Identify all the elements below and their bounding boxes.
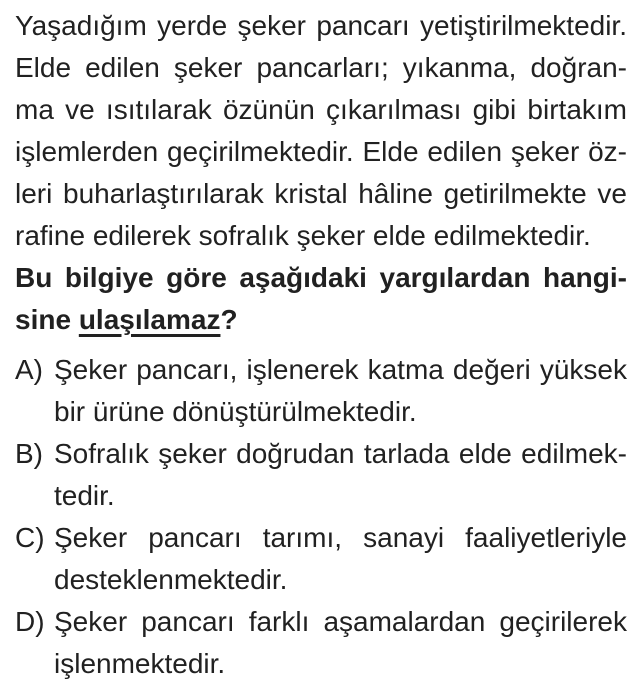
options-list <box>15 349 627 685</box>
prompt-prefix: sine <box>15 304 79 335</box>
passage-line-5: leri buharlaştırılarak kristal hâline getirilmekte ve <box>15 178 627 209</box>
option-a-text <box>54 349 627 433</box>
option-c-text <box>54 517 627 601</box>
passage-line-2: Elde edilen şeker pancarları; yıkanma, doğran- <box>15 52 627 83</box>
option-b-letter: B) <box>15 438 43 469</box>
option-c <box>15 517 627 601</box>
option-d <box>15 601 627 685</box>
question-prompt-line-1: Bu bilgiye göre aşağıdaki yargılardan hangi- <box>15 262 627 293</box>
passage-line-4: işlemlerden geçirilmektedir. Elde edilen şeker öz- <box>15 136 627 167</box>
underlined-word: ulaşılamaz <box>78 304 221 335</box>
option-a-line-1: Şeker pancarı, işlenerek katma değeri yüksek <box>54 354 627 385</box>
option-b-line-1: Sofralık şeker doğrudan tarlada elde edilmek- <box>54 438 627 469</box>
option-b <box>15 433 627 517</box>
option-c-letter: C) <box>15 522 45 553</box>
option-d-line-1: Şeker pancarı farklı aşamalardan geçirilerek <box>54 606 627 637</box>
option-b-text <box>54 433 627 517</box>
passage-line-1: Yaşadığım yerde şeker pancarı yetiştirilmektedir. <box>15 10 627 41</box>
question-prompt-line-2 <box>15 299 627 341</box>
option-a-letter: A) <box>15 354 43 385</box>
option-d-letter: D) <box>15 606 45 637</box>
option-c-line-1: Şeker pancarı tarımı, sanayi faaliyetleriyle <box>54 522 627 553</box>
passage-line-6: rafine edilerek sofralık şeker elde edilmektedir. <box>15 220 591 251</box>
option-b-line-2: tedir. <box>54 480 115 511</box>
option-a <box>15 349 627 433</box>
option-a-line-2: bir ürüne dönüştürülmektedir. <box>54 396 417 427</box>
option-d-line-2: işlenmektedir. <box>54 648 226 679</box>
prompt-suffix: ? <box>220 304 238 335</box>
passage-line-3: ma ve ısıtılarak özünün çıkarılması gibi birtakım <box>15 94 627 125</box>
option-c-line-2: desteklenmektedir. <box>54 564 288 595</box>
option-d-text <box>54 601 627 685</box>
question-passage <box>15 5 627 341</box>
